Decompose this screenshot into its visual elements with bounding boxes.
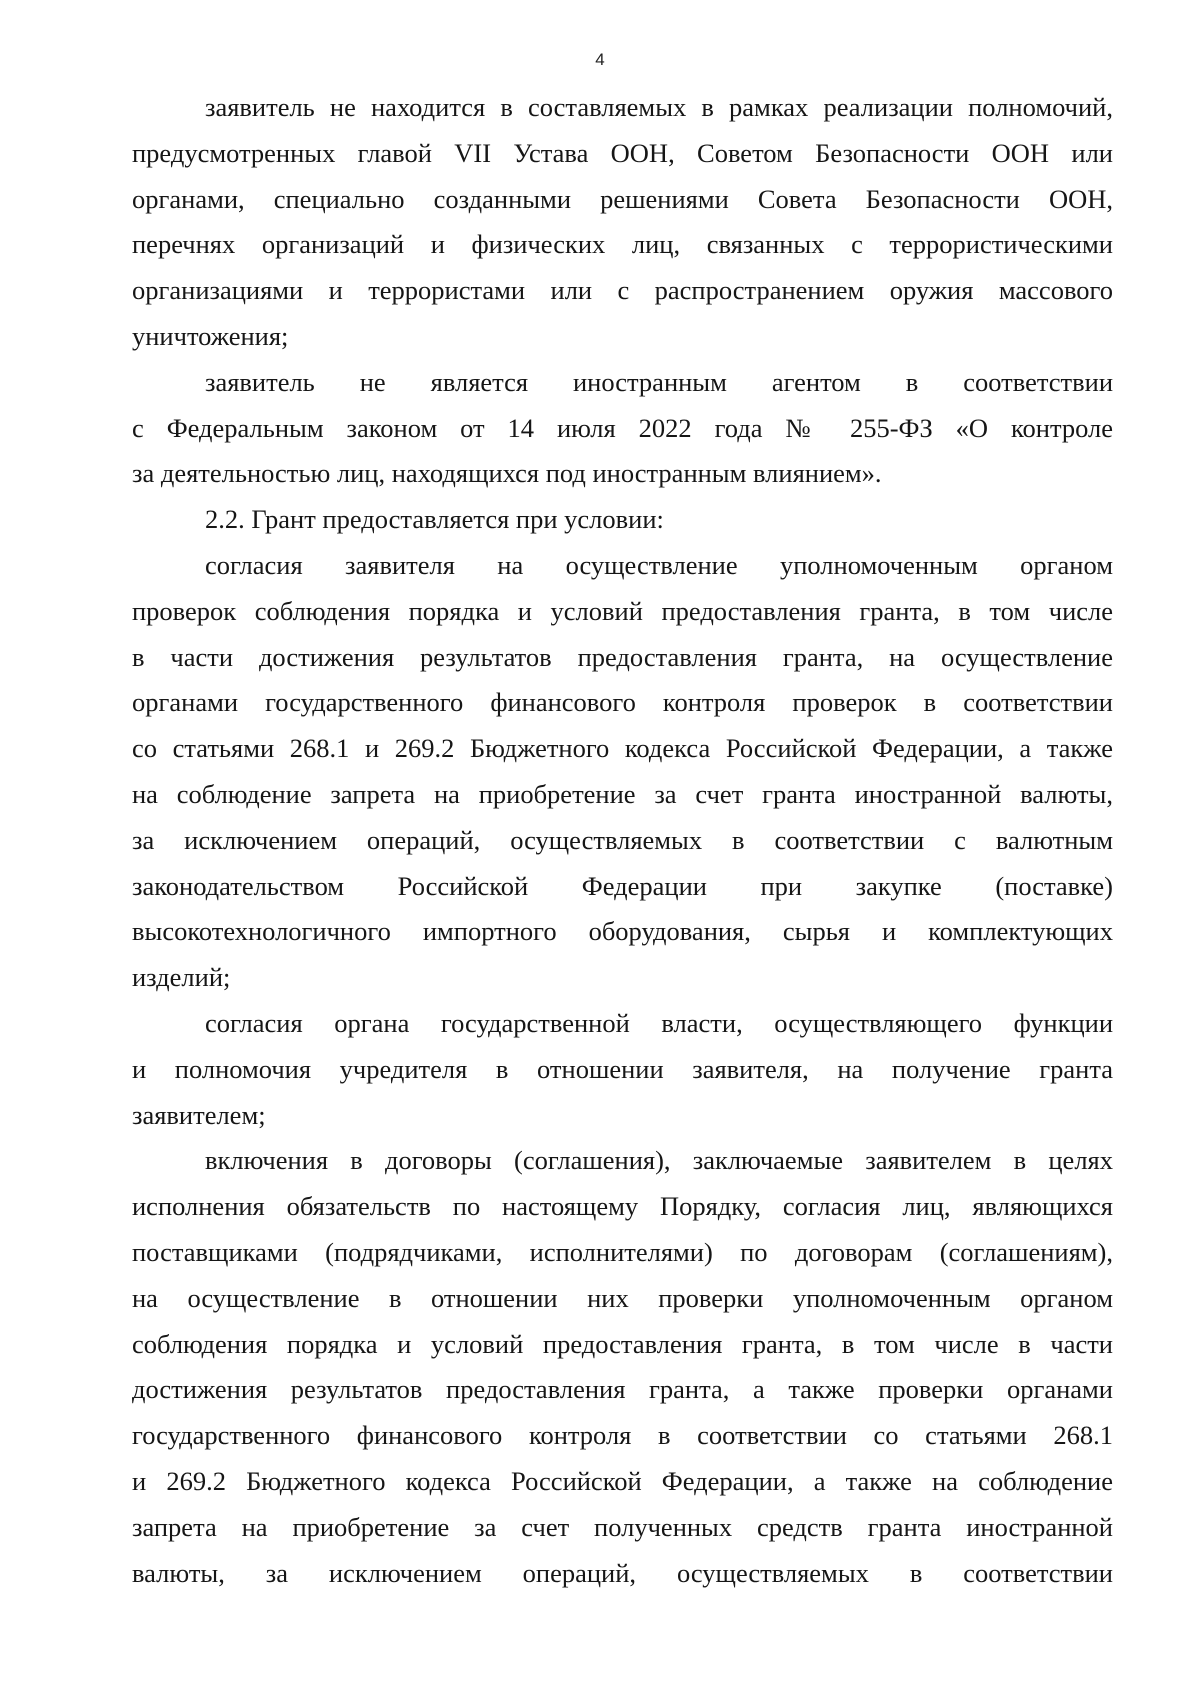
paragraph-first-line: заявитель не является иностранным агентом в соответствии (205, 366, 1113, 397)
text-line: перечнях организаций и физических лиц, связанных с террористическими (132, 229, 1113, 260)
text-line: исполнения обязательств по настоящему Порядку, согласия лиц, являющихся (132, 1191, 1113, 1222)
paragraph-first-line: 2.2. Грант предоставляется при условии: (205, 504, 664, 535)
text-line: организациями и террористами или с распространением оружия массового (132, 275, 1113, 306)
text-line: органами, специально созданными решениями Совета Безопасности ООН, (132, 183, 1113, 214)
text-line: с Федеральным законом от 14 июля 2022 года № 255-ФЗ «О контроле (132, 412, 1113, 443)
paragraph-first-line: согласия органа государственной власти, осуществляющего функции (205, 1007, 1113, 1038)
text-line: на осуществление в отношении них проверки уполномоченным органом (132, 1282, 1113, 1313)
text-line: уничтожения; (132, 320, 289, 351)
paragraph-first-line: заявитель не находится в составляемых в рамках реализации полномочий, (205, 92, 1113, 122)
paragraph-first-line: включения в договоры (соглашения), заключаемые заявителем в целях (205, 1145, 1113, 1176)
text-line: соблюдения порядка и условий предоставления гранта, в том числе в части (132, 1328, 1113, 1359)
text-line: высокотехнологичного импортного оборудования, сырья и комплектующих (132, 916, 1113, 947)
text-line: достижения результатов предоставления гранта, а также проверки органами (132, 1374, 1113, 1405)
text-line: на соблюдение запрета на приобретение за счет гранта иностранной валюты, (132, 778, 1113, 809)
text-line: заявителем; (132, 1099, 266, 1130)
text-line: законодательством Российской Федерации при закупке (поставке) (132, 870, 1113, 901)
paragraph-first-line: согласия заявителя на осуществление уполномоченным органом (205, 549, 1113, 580)
text-line: со статьями 268.1 и 269.2 Бюджетного кодекса Российской Федерации, а также (132, 733, 1113, 764)
text-line: проверок соблюдения порядка и условий предоставления гранта, в том числе (132, 595, 1113, 626)
text-line: изделий; (132, 962, 231, 993)
text-line: органами государственного финансового контроля проверок в соответствии (132, 687, 1113, 718)
text-line: государственного финансового контроля в соответствии со статьями 268.1 (132, 1420, 1113, 1451)
text-line: поставщиками (подрядчиками, исполнителями) по договорам (соглашениям), (132, 1236, 1113, 1267)
text-line: за исключением операций, осуществляемых в соответствии с валютным (132, 824, 1113, 855)
page-number: 4 (595, 50, 605, 69)
text-line: и 269.2 Бюджетного кодекса Российской Федерации, а также на соблюдение (132, 1465, 1113, 1496)
text-line: предусмотренных главой VII Устава ООН, Советом Безопасности ООН или (132, 137, 1113, 168)
text-line: запрета на приобретение за счет полученных средств гранта иностранной (132, 1511, 1113, 1542)
text-line: и полномочия учредителя в отношении заявителя, на получение гранта (132, 1053, 1113, 1084)
document-body (132, 85, 1113, 1596)
text-line: валюты, за исключением операций, осуществляемых в соответствии (132, 1557, 1113, 1588)
text-line: в части достижения результатов предоставления гранта, на осуществление (132, 641, 1113, 672)
text-line: за деятельностью лиц, находящихся под иностранным влиянием». (132, 458, 882, 489)
